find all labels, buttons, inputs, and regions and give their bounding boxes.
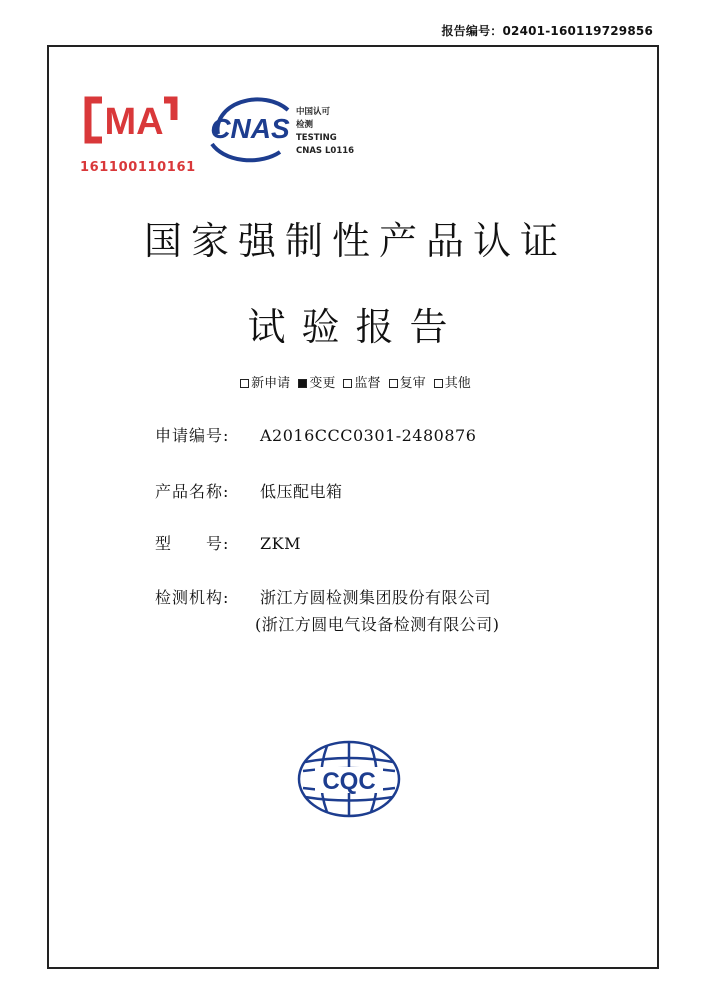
cnas-caption-line: 检测 bbox=[296, 120, 314, 130]
field-value: 低压配电箱 bbox=[260, 482, 343, 501]
field-label: 检测机构: bbox=[155, 588, 230, 607]
checkbox-change[interactable] bbox=[298, 372, 335, 391]
logo-area bbox=[80, 90, 400, 190]
field-value: A2016CCC0301-2480876 bbox=[260, 426, 477, 445]
checkbox-label: 复审 bbox=[399, 376, 426, 391]
field-testing-org bbox=[155, 585, 491, 608]
field-application-no bbox=[155, 423, 476, 446]
field-label: 型 号: bbox=[155, 534, 230, 553]
field-testing-org-alt: (浙江方圆电气设备检测有限公司) bbox=[255, 615, 500, 634]
checkbox-supervision[interactable] bbox=[343, 372, 380, 391]
cma-number: 161100110161 bbox=[80, 160, 196, 175]
checkbox-label: 监督 bbox=[354, 376, 381, 391]
checkbox-review[interactable] bbox=[389, 372, 426, 391]
cqc-logo-icon bbox=[297, 740, 401, 818]
document-title: 国家强制性产品认证 bbox=[143, 219, 567, 263]
field-product-name bbox=[155, 479, 343, 502]
checkbox-label: 其他 bbox=[444, 376, 471, 391]
field-value: 浙江方圆检测集团股份有限公司 bbox=[260, 588, 492, 607]
field-value: ZKM bbox=[260, 534, 301, 553]
application-type-checkboxes bbox=[0, 372, 711, 391]
field-model bbox=[155, 531, 301, 554]
cma-logo-text: MA bbox=[104, 101, 164, 143]
checkbox-box bbox=[434, 379, 443, 388]
checkbox-new-application[interactable] bbox=[240, 372, 290, 391]
checkbox-box bbox=[343, 379, 352, 388]
cma-logo-icon bbox=[80, 90, 180, 150]
cnas-caption bbox=[296, 106, 354, 158]
checkbox-other[interactable] bbox=[434, 372, 471, 391]
checkbox-box bbox=[240, 379, 249, 388]
cnas-logo-text: CNAS bbox=[210, 113, 290, 144]
checkbox-label: 新申请 bbox=[251, 376, 291, 391]
cnas-caption-line: 中国认可 bbox=[296, 107, 331, 117]
cqc-logo-text: CQC bbox=[322, 768, 376, 795]
report-number: 报告编号：02401-160119729856 bbox=[441, 24, 653, 38]
checkbox-box bbox=[298, 379, 307, 388]
checkbox-box bbox=[389, 379, 398, 388]
cnas-caption-line: CNAS L0116 bbox=[296, 146, 355, 156]
document-subtitle: 试验报告 bbox=[247, 305, 464, 349]
cnas-logo-icon bbox=[200, 94, 300, 164]
field-label: 产品名称: bbox=[155, 482, 230, 501]
cnas-caption-line: TESTING bbox=[296, 133, 337, 143]
checkbox-label: 变更 bbox=[309, 376, 336, 391]
field-label: 申请编号: bbox=[155, 426, 230, 445]
